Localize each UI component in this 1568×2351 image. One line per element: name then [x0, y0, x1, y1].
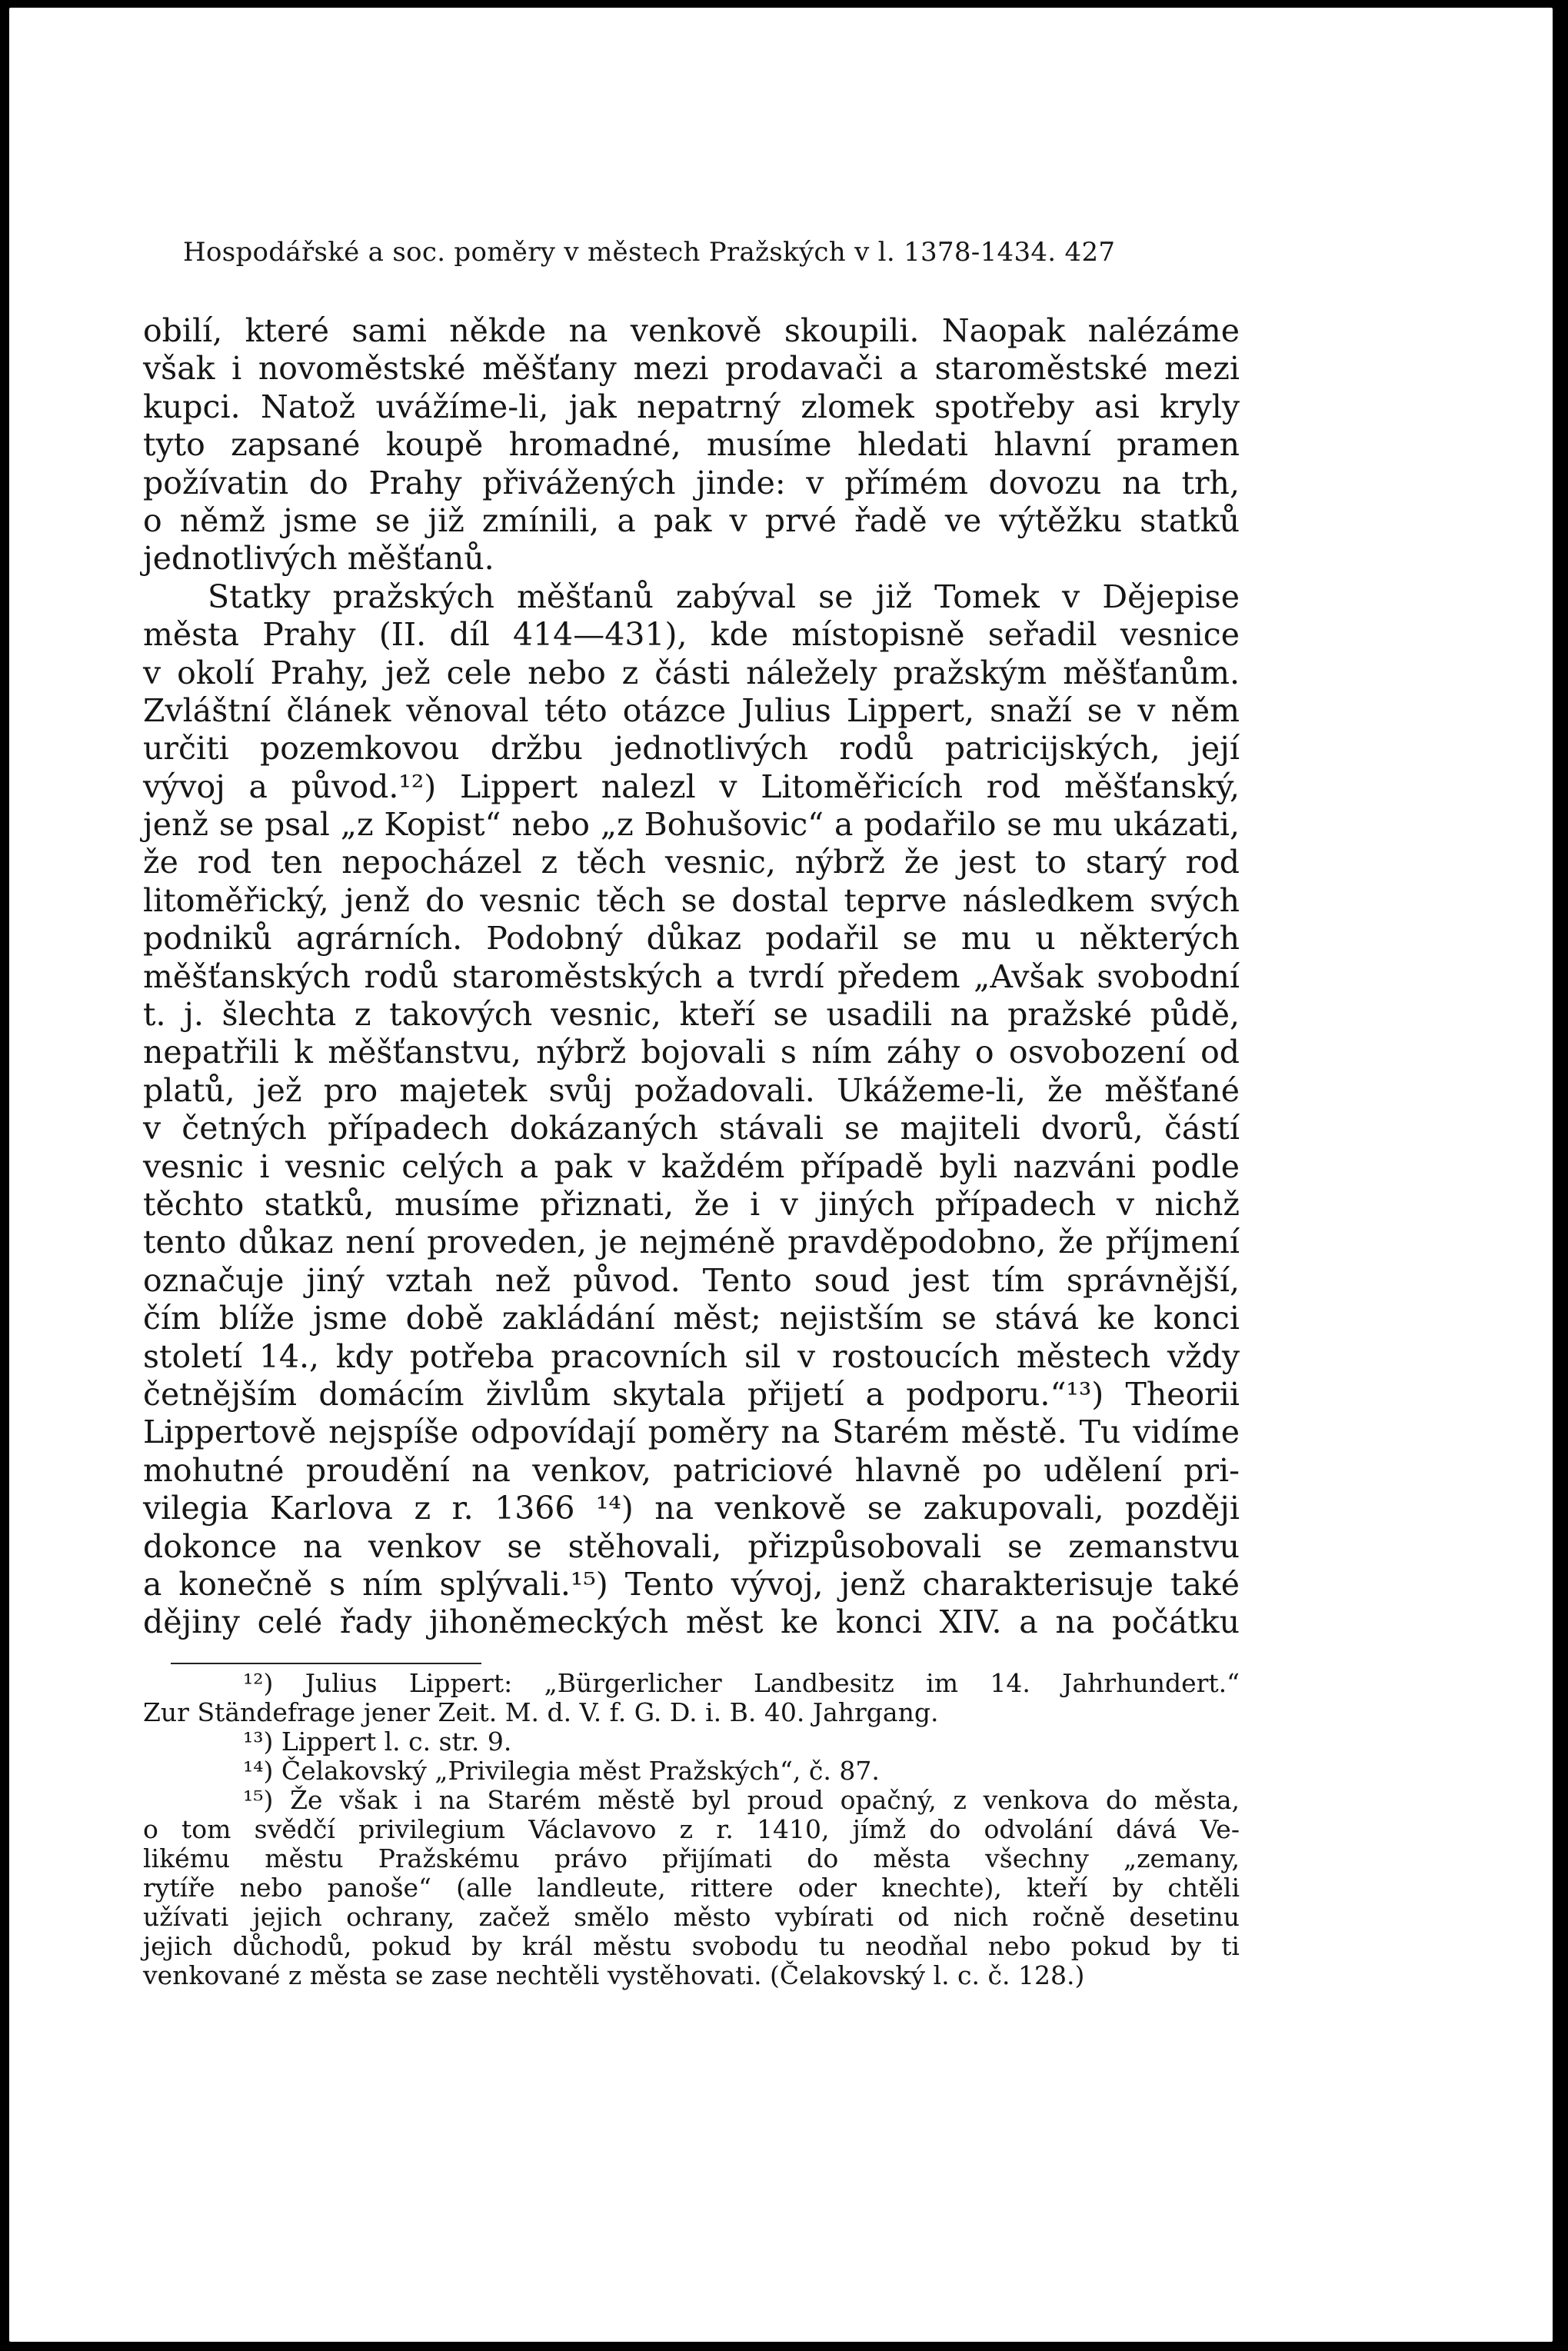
body-line: města Prahy (II. díl 414—431), kde místopisně seřadil vesnice	[143, 616, 1240, 654]
body-line: t. j. šlechta z takových vesnic, kteří se usadili na pražské půdě,	[143, 996, 1240, 1034]
body-line: mohutné proudění na venkov, patriciové hlavně po udělení pri-	[143, 1451, 1240, 1489]
footnote-line: užívati jejich ochrany, začež smělo město vybírati od nich ročně desetinu	[143, 1902, 1240, 1932]
body-line: vesnic i vesnic celých a pak v každém případě byli nazváni podle	[143, 1147, 1240, 1185]
running-header: Hospodářské a soc. poměry v městech Pražských v l. 1378-1434. 427	[183, 237, 1116, 268]
footnote-line: o tom svědčí privilegium Václavovo z r. 1410, jímž do odvolání dává Ve-	[143, 1814, 1240, 1844]
footnote-line: ¹⁵) Že však i na Starém městě byl proud opačný, z venkova do města,	[243, 1785, 1240, 1815]
body-line: kupci. Natož uvážíme-li, jak nepatrný zlomek spotřeby asi kryly	[143, 388, 1240, 425]
body-line: dějiny celé řady jihoněmeckých měst ke konci XIV. a na počátku	[143, 1603, 1240, 1641]
footnote-line: ¹³) Lippert l. c. str. 9.	[243, 1727, 512, 1757]
body-line: platů, jež pro majetek svůj požadovali. Ukážeme-li, že měšťané	[143, 1071, 1240, 1109]
body-line: Lippertově nejspíše odpovídají poměry na Starém městě. Tu vidíme	[143, 1414, 1240, 1451]
body-line: jenž se psal „z Kopist“ nebo „z Bohušovic“ a podařilo se mu ukázati,	[143, 806, 1240, 844]
footnote-line: Zur Ständefrage jener Zeit. M. d. V. f. G. D. i. B. 40. Jahrgang.	[143, 1697, 939, 1727]
body-line: století 14., kdy potřeba pracovních sil v rostoucích městech vždy	[143, 1337, 1240, 1375]
body-line: dokonce na venkov se stěhovali, přizpůsobovali se zemanstvu	[143, 1527, 1240, 1565]
footnotes	[143, 1669, 1240, 1990]
footnote-line: jejich důchodů, pokud by král městu svobodu tu neodňal nebo pokud by ti	[143, 1931, 1240, 1961]
footnote-line: ¹²) Julius Lippert: „Bürgerlicher Landbesitz im 14. Jahrhundert.“	[243, 1668, 1240, 1698]
footnote-line: rytíře nebo panoše“ (alle landleute, rittere oder knechte), kteří by chtěli	[143, 1873, 1240, 1903]
body-line: o němž jsme se již zmínili, a pak v prvé řadě ve výtěžku statků	[143, 501, 1240, 539]
body-line: četnějším domácím živlům skytala přijetí a podporu.“¹³) Theorii	[143, 1375, 1240, 1413]
body-line: a konečně s ním splývali.¹⁵) Tento vývoj, jenž charakterisuje také	[143, 1565, 1240, 1603]
footnote-line: venkované z města se zase nechtěli vystěhovati. (Čelakovský l. c. č. 128.)	[143, 1960, 1085, 1990]
body-line: litoměřický, jenž do vesnic těch se dostal teprve následkem svých	[143, 881, 1240, 919]
body-line: obilí, které sami někde na venkově skoupili. Naopak nalézáme	[143, 312, 1240, 349]
body-line: nepatřili k měšťanstvu, nýbrž bojovali s ním záhy o osvobození od	[143, 1034, 1240, 1071]
body-line: požívatin do Prahy přivážených jinde: v přímém dovozu na trh,	[143, 464, 1240, 501]
body-line: Zvláštní článek věnoval této otázce Julius Lippert, snaží se v něm	[143, 691, 1240, 729]
body-line: v četných případech dokázaných stávali se majiteli dvorů, částí	[143, 1110, 1240, 1147]
body-line: označuje jiný vztah než původ. Tento soud jest tím správnější,	[143, 1261, 1240, 1299]
body-line: tyto zapsané koupě hromadné, musíme hledati hlavní pramen	[143, 426, 1240, 464]
body-line: Statky pražských měšťanů zabýval se již Tomek v Dějepise	[208, 578, 1240, 615]
body-line: těchto statků, musíme přiznati, že i v jiných případech v nichž	[143, 1185, 1240, 1223]
body-line: měšťanských rodů staroměstských a tvrdí předem „Avšak svobodní	[143, 957, 1240, 995]
body-line: vilegia Karlova z r. 1366 ¹⁴) na venkově se zakupovali, později	[143, 1490, 1240, 1527]
scanned-page	[9, 8, 1553, 2342]
body-text	[143, 312, 1240, 1642]
footnote-divider	[171, 1663, 481, 1664]
body-line: že rod ten nepocházel z těch vesnic, nýbrž že jest to starý rod	[143, 844, 1240, 881]
body-line: jednotlivých měšťanů.	[143, 540, 494, 578]
body-line: podniků agrárních. Podobný důkaz podařil se mu u některých	[143, 920, 1240, 957]
body-line: určiti pozemkovou držbu jednotlivých rodů patricijských, její	[143, 730, 1240, 768]
footnote-line: ¹⁴) Čelakovský „Privilegia měst Pražských“, č. 87.	[243, 1756, 880, 1786]
body-line: v okolí Prahy, jež cele nebo z části náležely pražským měšťanům.	[143, 654, 1240, 691]
body-line: tento důkaz není proveden, je nejméně pravděpodobno, že příjmení	[143, 1224, 1240, 1261]
footnote-line: likému městu Pražskému právo přijímati do města všechny „zemany,	[143, 1843, 1240, 1873]
body-line: vývoj a původ.¹²) Lippert nalezl v Litoměřicích rod měšťanský,	[143, 768, 1240, 805]
body-line: čím blíže jsme době zakládání měst; nejistším se stává ke konci	[143, 1300, 1240, 1337]
body-line: však i novoměstské měšťany mezi prodavači a staroměstské mezi	[143, 350, 1240, 388]
